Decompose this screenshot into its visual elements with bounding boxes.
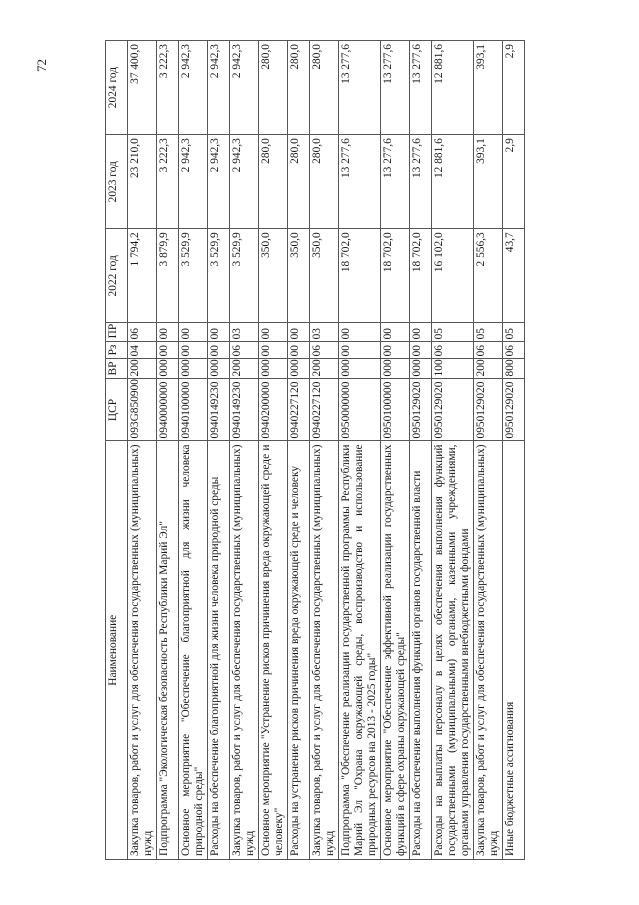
row-2022-cell: 18 702,0 bbox=[410, 229, 432, 323]
row-2022-cell: 16 102,0 bbox=[432, 229, 474, 323]
row-2024-cell: 280,0 bbox=[310, 41, 339, 135]
row-name-cell: Иные бюджетные ассигнования bbox=[503, 441, 525, 860]
row-2023-cell: 393,1 bbox=[474, 135, 503, 229]
row-2023-cell: 280,0 bbox=[259, 135, 288, 229]
row-rz-cell: 06 bbox=[230, 342, 259, 359]
row-2024-cell: 2,9 bbox=[503, 41, 525, 135]
row-2023-cell: 13 277,6 bbox=[410, 135, 432, 229]
row-pr-cell: 00 bbox=[208, 323, 230, 342]
row-2023-cell: 280,0 bbox=[288, 135, 310, 229]
row-name-cell: Основное мероприятие "Обеспечение благоприятной для жизни человека природной среды" bbox=[179, 441, 208, 860]
row-pr-cell: 00 bbox=[381, 323, 410, 342]
table-row bbox=[288, 41, 310, 860]
row-name-cell: Основное мероприятие "Устранение рисков причинения вреда окружающей среде и человеку" bbox=[259, 441, 288, 860]
row-pr-cell: 05 bbox=[503, 323, 525, 342]
row-vr-cell: 100 bbox=[432, 359, 474, 379]
row-pr-cell: 03 bbox=[230, 323, 259, 342]
row-2024-cell: 13 277,6 bbox=[410, 41, 432, 135]
table-row bbox=[179, 41, 208, 860]
header-name: Наименование bbox=[106, 441, 128, 860]
row-rz-cell: 00 bbox=[157, 342, 179, 359]
header-rz: Рз bbox=[106, 342, 128, 359]
row-csr-cell: 0940227120 bbox=[288, 379, 310, 441]
row-2023-cell: 12 881,6 bbox=[432, 135, 474, 229]
row-2024-cell: 12 881,6 bbox=[432, 41, 474, 135]
row-2023-cell: 3 222,3 bbox=[157, 135, 179, 229]
row-2023-cell: 13 277,6 bbox=[381, 135, 410, 229]
row-vr-cell: 200 bbox=[128, 359, 157, 379]
row-vr-cell: 000 bbox=[288, 359, 310, 379]
row-rz-cell: 00 bbox=[381, 342, 410, 359]
row-rz-cell: 04 bbox=[128, 342, 157, 359]
row-2024-cell: 13 277,6 bbox=[381, 41, 410, 135]
table-row bbox=[503, 41, 525, 860]
row-rz-cell: 00 bbox=[179, 342, 208, 359]
row-csr-cell: 093G850900 bbox=[128, 379, 157, 441]
row-name-cell: Подпрограмма "Обеспечение реализации государственной программы Республики Марий Эл "Охрана окружающей среды, воспроизводство и использование природных ресурсов на 2013 - 2025 годы" bbox=[339, 441, 381, 860]
row-2022-cell: 18 702,0 bbox=[381, 229, 410, 323]
row-csr-cell: 0950129020 bbox=[474, 379, 503, 441]
row-2024-cell: 280,0 bbox=[259, 41, 288, 135]
budget-table bbox=[105, 40, 525, 860]
row-vr-cell: 000 bbox=[179, 359, 208, 379]
row-csr-cell: 0950100000 bbox=[381, 379, 410, 441]
row-pr-cell: 00 bbox=[410, 323, 432, 342]
table-body bbox=[128, 41, 525, 860]
row-csr-cell: 0940000000 bbox=[157, 379, 179, 441]
row-2023-cell: 2 942,3 bbox=[179, 135, 208, 229]
row-csr-cell: 0940227120 bbox=[310, 379, 339, 441]
row-name-cell: Расходы на устранение рисков причинения вреда окружающей среде и человеку bbox=[288, 441, 310, 860]
row-pr-cell: 00 bbox=[288, 323, 310, 342]
row-2024-cell: 37 400,0 bbox=[128, 41, 157, 135]
row-2024-cell: 2 942,3 bbox=[230, 41, 259, 135]
header-csr: ЦСР bbox=[106, 379, 128, 441]
row-rz-cell: 00 bbox=[288, 342, 310, 359]
row-vr-cell: 000 bbox=[410, 359, 432, 379]
table-row bbox=[410, 41, 432, 860]
table-row bbox=[432, 41, 474, 860]
row-2022-cell: 2 556,3 bbox=[474, 229, 503, 323]
header-2023: 2023 год bbox=[106, 135, 128, 229]
row-vr-cell: 200 bbox=[474, 359, 503, 379]
row-2022-cell: 3 529,9 bbox=[230, 229, 259, 323]
row-pr-cell: 00 bbox=[339, 323, 381, 342]
row-pr-cell: 05 bbox=[474, 323, 503, 342]
budget-table-container bbox=[105, 40, 560, 860]
row-csr-cell: 0950000000 bbox=[339, 379, 381, 441]
row-csr-cell: 0940149230 bbox=[208, 379, 230, 441]
row-csr-cell: 0950129020 bbox=[410, 379, 432, 441]
header-vr: ВР bbox=[106, 359, 128, 379]
row-vr-cell: 200 bbox=[310, 359, 339, 379]
row-rz-cell: 06 bbox=[432, 342, 474, 359]
row-pr-cell: 00 bbox=[179, 323, 208, 342]
table-row bbox=[157, 41, 179, 860]
row-rz-cell: 00 bbox=[410, 342, 432, 359]
row-pr-cell: 00 bbox=[157, 323, 179, 342]
row-2022-cell: 3 529,9 bbox=[179, 229, 208, 323]
row-2024-cell: 2 942,3 bbox=[179, 41, 208, 135]
row-pr-cell: 00 bbox=[259, 323, 288, 342]
row-csr-cell: 0940149230 bbox=[230, 379, 259, 441]
row-name-cell: Расходы на обеспечение благоприятной для жизни человека природной среды bbox=[208, 441, 230, 860]
row-csr-cell: 0940100000 bbox=[179, 379, 208, 441]
row-pr-cell: 05 bbox=[432, 323, 474, 342]
table-row bbox=[474, 41, 503, 860]
row-vr-cell: 000 bbox=[339, 359, 381, 379]
row-csr-cell: 0940200000 bbox=[259, 379, 288, 441]
row-name-cell: Подпрограмма "Экологическая безопасность Республики Марий Эл" bbox=[157, 441, 179, 860]
row-rz-cell: 00 bbox=[339, 342, 381, 359]
table-row bbox=[381, 41, 410, 860]
page-number: 72 bbox=[34, 59, 49, 72]
row-pr-cell: 06 bbox=[128, 323, 157, 342]
header-2022: 2022 год bbox=[106, 229, 128, 323]
row-2022-cell: 3 529,9 bbox=[208, 229, 230, 323]
row-vr-cell: 000 bbox=[259, 359, 288, 379]
header-row bbox=[106, 41, 128, 860]
table-row bbox=[128, 41, 157, 860]
row-2024-cell: 13 277,6 bbox=[339, 41, 381, 135]
row-2023-cell: 23 210,0 bbox=[128, 135, 157, 229]
row-rz-cell: 06 bbox=[310, 342, 339, 359]
row-name-cell: Закупка товаров, работ и услуг для обеспечения государственных (муниципальных) нужд bbox=[128, 441, 157, 860]
row-2022-cell: 350,0 bbox=[310, 229, 339, 323]
row-name-cell: Основное мероприятие "Обеспечение эффективной реализации государственных функций в сфере охраны окружающей среды" bbox=[381, 441, 410, 860]
row-name-cell: Расходы на обеспечение выполнения функций органов государственной власти bbox=[410, 441, 432, 860]
row-name-cell: Закупка товаров, работ и услуг для обеспечения государственных (муниципальных) нужд bbox=[230, 441, 259, 860]
row-2023-cell: 2,9 bbox=[503, 135, 525, 229]
row-2024-cell: 280,0 bbox=[288, 41, 310, 135]
table-row bbox=[208, 41, 230, 860]
row-2024-cell: 393,1 bbox=[474, 41, 503, 135]
row-2022-cell: 350,0 bbox=[259, 229, 288, 323]
row-2022-cell: 1 794,2 bbox=[128, 229, 157, 323]
row-2022-cell: 350,0 bbox=[288, 229, 310, 323]
row-name-cell: Закупка товаров, работ и услуг для обеспечения государственных (муниципальных) нужд bbox=[474, 441, 503, 860]
header-pr: ПР bbox=[106, 323, 128, 342]
row-vr-cell: 000 bbox=[381, 359, 410, 379]
row-rz-cell: 00 bbox=[208, 342, 230, 359]
row-2022-cell: 18 702,0 bbox=[339, 229, 381, 323]
row-vr-cell: 000 bbox=[208, 359, 230, 379]
row-2023-cell: 280,0 bbox=[310, 135, 339, 229]
row-2024-cell: 2 942,3 bbox=[208, 41, 230, 135]
row-name-cell: Расходы на выплаты персоналу в целях обеспечения выполнения функций государственными (муниципальными) органами, казенными учреждениями, органами управления государственными внебюджетными фондами bbox=[432, 441, 474, 860]
row-pr-cell: 03 bbox=[310, 323, 339, 342]
row-2024-cell: 3 222,3 bbox=[157, 41, 179, 135]
table-row bbox=[259, 41, 288, 860]
row-rz-cell: 06 bbox=[474, 342, 503, 359]
row-2023-cell: 2 942,3 bbox=[208, 135, 230, 229]
row-vr-cell: 000 bbox=[157, 359, 179, 379]
row-2023-cell: 2 942,3 bbox=[230, 135, 259, 229]
row-2022-cell: 3 879,9 bbox=[157, 229, 179, 323]
header-2024: 2024 год bbox=[106, 41, 128, 135]
row-vr-cell: 200 bbox=[230, 359, 259, 379]
row-2022-cell: 43,7 bbox=[503, 229, 525, 323]
row-2023-cell: 13 277,6 bbox=[339, 135, 381, 229]
table-row bbox=[230, 41, 259, 860]
row-name-cell: Закупка товаров, работ и услуг для обеспечения государственных (муниципальных) нужд bbox=[310, 441, 339, 860]
row-vr-cell: 800 bbox=[503, 359, 525, 379]
table-row bbox=[339, 41, 381, 860]
row-rz-cell: 06 bbox=[503, 342, 525, 359]
row-csr-cell: 0950129020 bbox=[503, 379, 525, 441]
row-csr-cell: 0950129020 bbox=[432, 379, 474, 441]
row-rz-cell: 00 bbox=[259, 342, 288, 359]
table-row bbox=[310, 41, 339, 860]
